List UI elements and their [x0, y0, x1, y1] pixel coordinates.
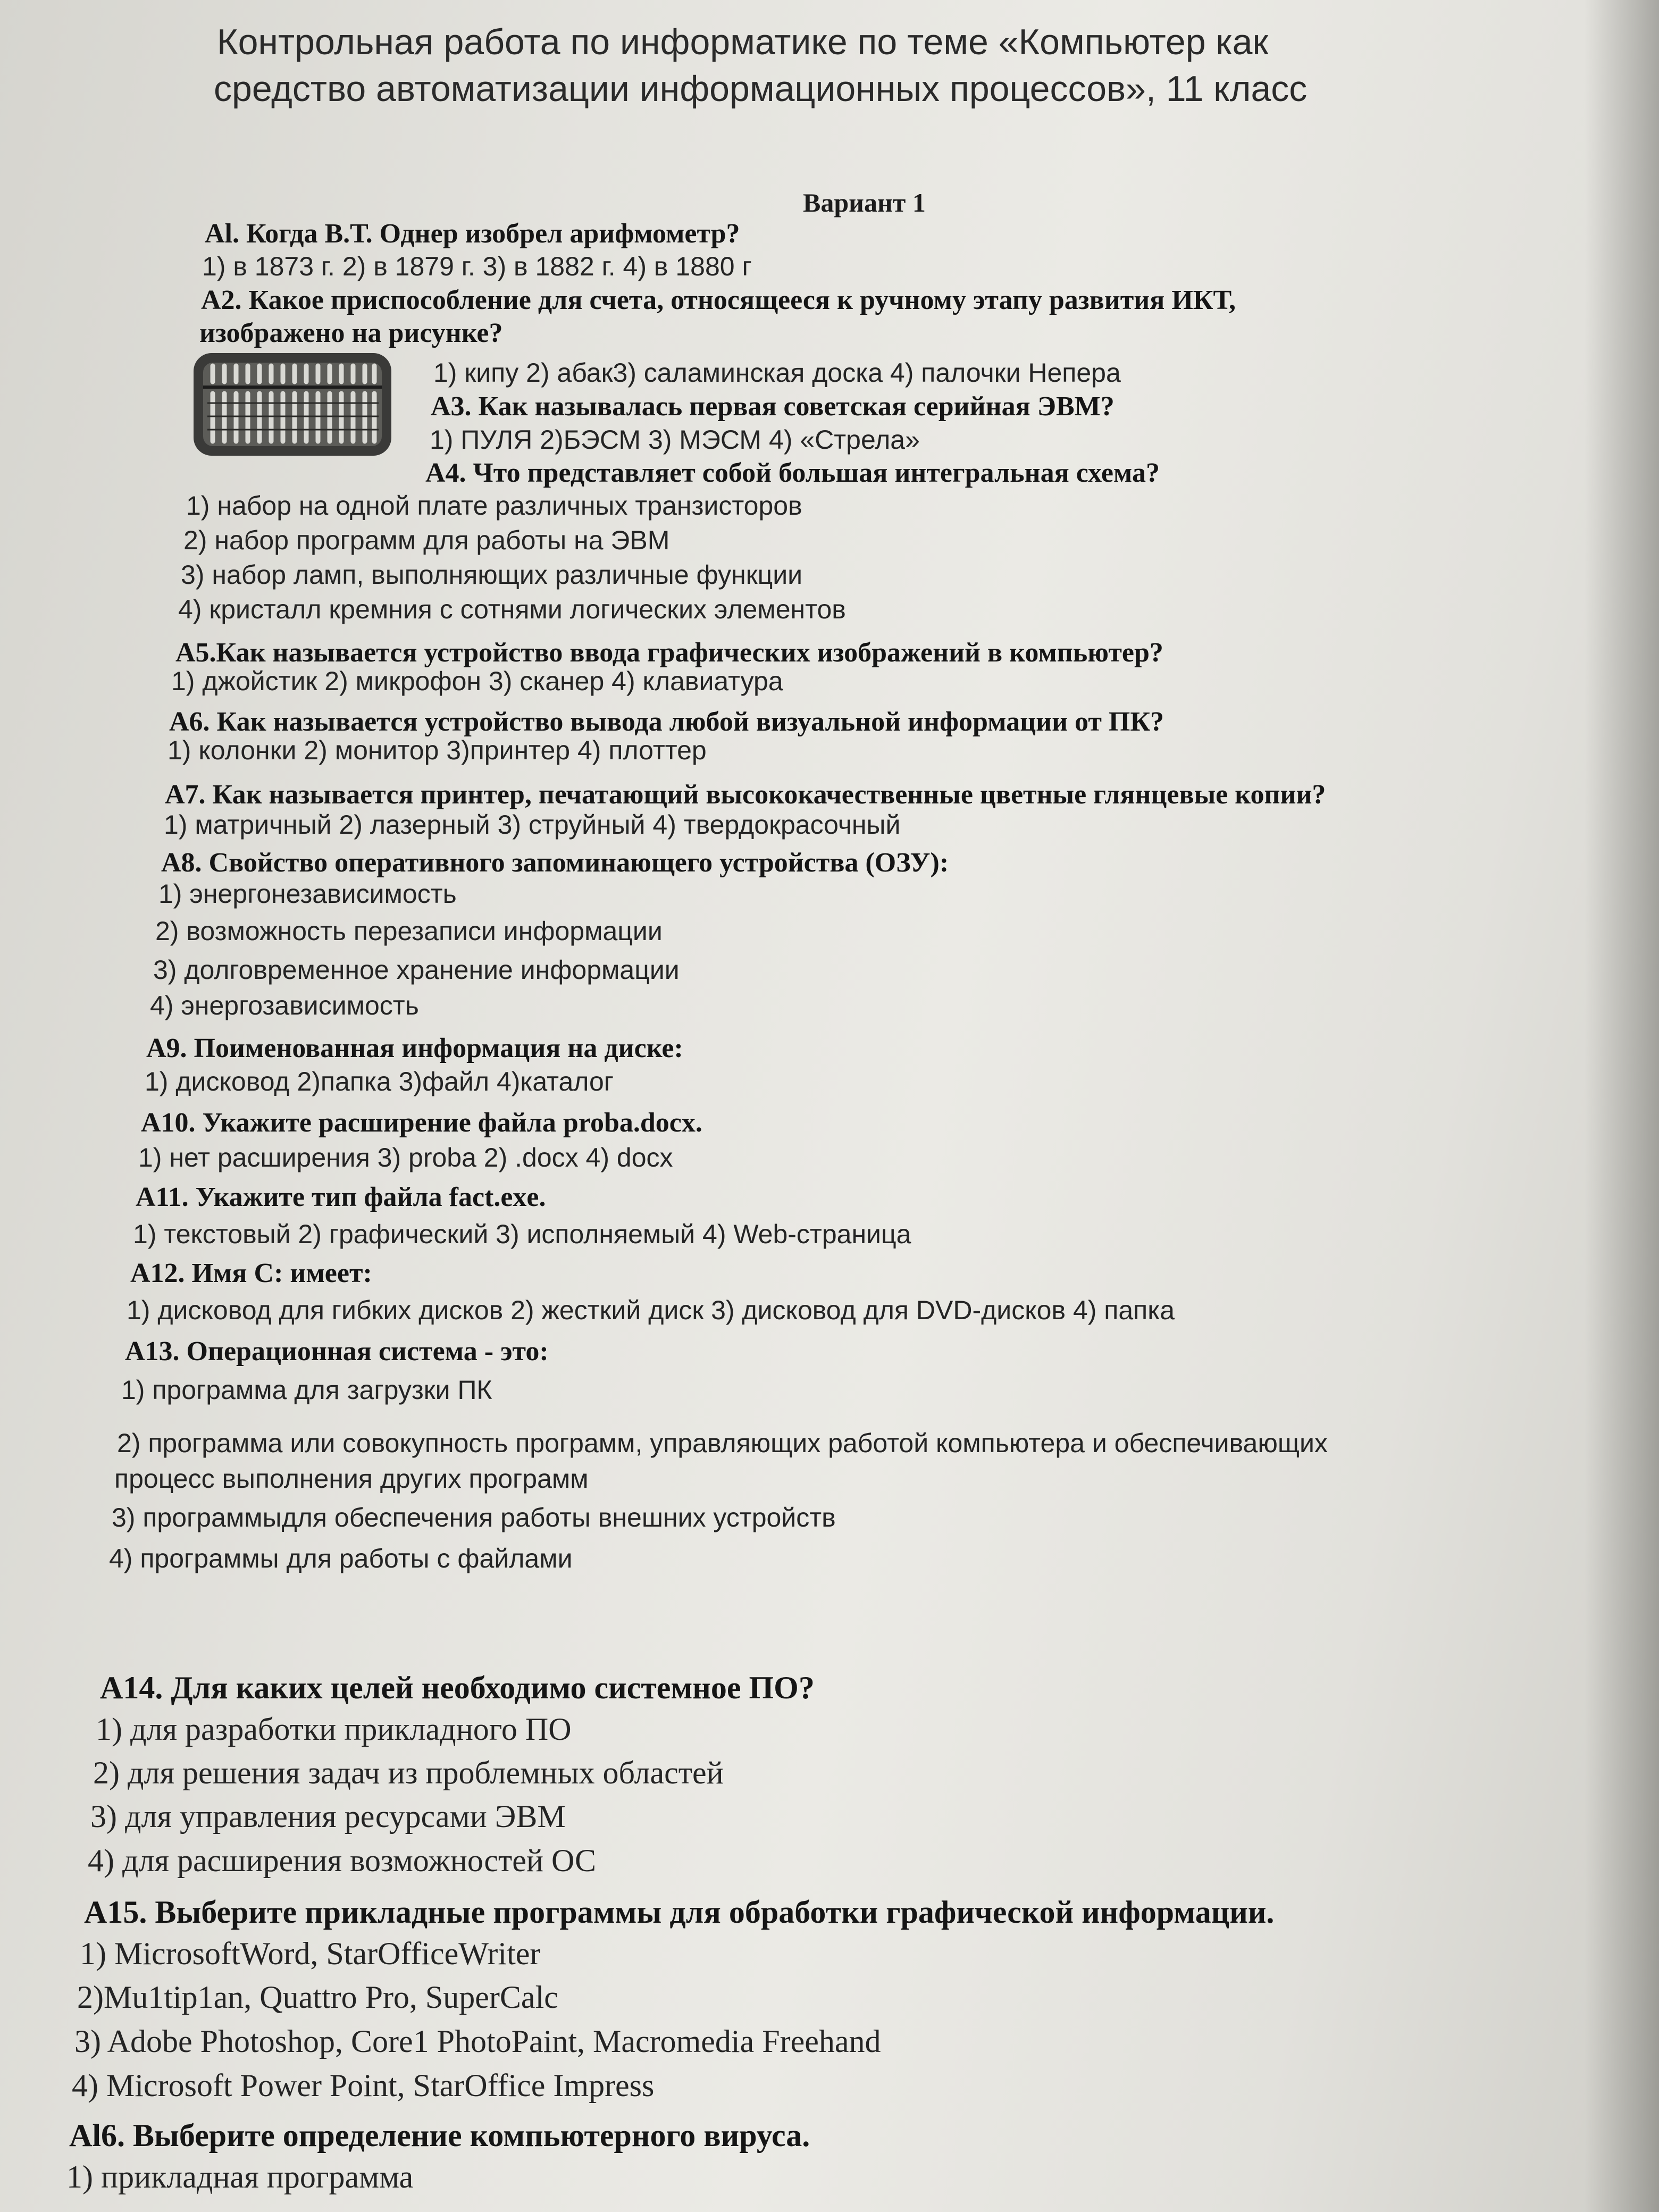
answer-a4-option-3: 3) набор ламп, выполняющих различные функции	[181, 560, 803, 590]
answer-a15-option-3: 3) Adobe Photoshop, Core1 PhotoPaint, Macromedia Freehand	[74, 2024, 881, 2059]
answer-a14-option-1: 1) для разработки прикладного ПО	[96, 1712, 572, 1747]
question-a1: Al. Когда В.Т. Однер изобрел арифмометр?	[205, 219, 740, 249]
answer-a15-option-2: 2)Mu1tip1an, Quattro Pro, SuperCalc	[77, 1980, 558, 2015]
answer-a3-line: 1) ПУЛЯ 2)БЭСМ 3) МЭСМ 4) «Стрела»	[430, 425, 920, 455]
question-a12: А12. Имя С: имеет:	[130, 1258, 372, 1288]
question-a3: А3. Как называлась первая советская серийная ЭВМ?	[431, 391, 1115, 422]
answer-a4-option-1: 1) набор на одной плате различных транзисторов	[186, 491, 802, 521]
answer-a8-option-4: 4) энергозависимость	[150, 991, 419, 1020]
question-a16: Al6. Выберите определение компьютерного вируса.	[69, 2118, 810, 2153]
answer-a9-line: 1) дисковод 2)папка 3)файл 4)каталог	[145, 1067, 614, 1096]
answer-a2-line: 1) кипу 2) абак3) саламинская доска 4) палочки Непера	[433, 358, 1121, 388]
answer-a13-option-4: 4) программы для работы с файлами	[109, 1544, 573, 1573]
variant-heading: Вариант 1	[803, 188, 926, 217]
answer-a8-option-2: 2) возможность перезаписи информации	[155, 916, 663, 946]
question-a7: А7. Как называется принтер, печатающий высококачественные цветные глянцевые копии?	[165, 780, 1326, 810]
question-a5: А5.Как называется устройство ввода графических изображений в компьютер?	[175, 638, 1163, 668]
answer-a13-option-2-cont: процесс выполнения других программ	[114, 1464, 589, 1494]
question-a4: А4. Что представляет собой большая интегральная схема?	[425, 458, 1160, 488]
answer-a5-line: 1) джойстик 2) микрофон 3) сканер 4) клавиатура	[171, 666, 783, 696]
answer-a6-line: 1) колонки 2) монитор 3)принтер 4) плоттер	[167, 735, 707, 765]
title-line-1: Контрольная работа по информатике по теме «Компьютер как	[217, 22, 1269, 62]
question-a13: А13. Операционная система - это:	[125, 1336, 549, 1367]
answer-a4-option-2: 2) набор программ для работы на ЭВМ	[183, 525, 670, 555]
answer-a14-option-4: 4) для расширения возможностей ОС	[88, 1843, 597, 1878]
page-shadow	[1585, 0, 1659, 2212]
title-line-2: средство автоматизации информационных процессов», 11 класс	[214, 69, 1308, 109]
answer-a13-option-2: 2) программа или совокупность программ, управляющих работой компьютера и обеспечивающих	[117, 1428, 1328, 1458]
answer-a13-option-1: 1) программа для загрузки ПК	[121, 1375, 492, 1405]
answer-a7-line: 1) матричный 2) лазерный 3) струйный 4) твердокрасочный	[164, 810, 901, 840]
abacus-image	[191, 350, 393, 459]
answer-a10-line: 1) нет расширения 3) proba 2) .docx 4) docx	[138, 1143, 673, 1172]
answer-a15-option-1: 1) MicrosoftWord, StarOfficeWriter	[80, 1936, 541, 1971]
question-a10: А10. Укажите расширение файла proba.docx.	[141, 1108, 702, 1138]
answer-a8-option-3: 3) долговременное хранение информации	[153, 955, 680, 985]
question-a11: А11. Укажите тип файла fact.exe.	[136, 1182, 546, 1212]
question-a2-line-2: изображено на рисунке?	[199, 318, 503, 348]
answer-a12-line: 1) дисковод для гибких дисков 2) жесткий диск 3) дисковод для DVD-дисков 4) папка	[127, 1295, 1175, 1325]
question-a14: А14. Для каких целей необходимо системное ПО?	[100, 1670, 815, 1705]
answer-a1-line: 1) в 1873 г. 2) в 1879 г. 3) в 1882 г. 4) в 1880 г	[202, 252, 752, 281]
question-a9: А9. Поименованная информация на диске:	[146, 1033, 683, 1063]
question-a2-line-1: А2. Какое приспособление для счета, относящееся к ручному этапу развития ИКТ,	[201, 285, 1236, 315]
answer-a13-option-3: 3) программыдля обеспечения работы внешних устройств	[112, 1503, 836, 1532]
question-a6: А6. Как называется устройство вывода любой визуальной информации от ПК?	[169, 707, 1164, 737]
answer-a14-option-3: 3) для управления ресурсами ЭВМ	[90, 1799, 566, 1834]
answer-a11-line: 1) текстовый 2) графический 3) исполняемый 4) Web-страница	[133, 1219, 911, 1249]
answer-a4-option-4: 4) кристалл кремния с сотнями логических элементов	[178, 594, 846, 624]
answer-a8-option-1: 1) энергонезависимость	[158, 879, 457, 909]
answer-a15-option-4: 4) Microsoft Power Point, StarOffice Impress	[72, 2068, 655, 2103]
answer-a14-option-2: 2) для решения задач из проблемных областей	[93, 1755, 724, 1790]
question-a8: А8. Свойство оперативного запоминающего устройства (ОЗУ):	[161, 848, 949, 878]
answer-a16-option-1: 1) прикладная программа	[66, 2159, 414, 2194]
question-a15: А15. Выберите прикладные программы для обработки графической информации.	[84, 1895, 1275, 1930]
